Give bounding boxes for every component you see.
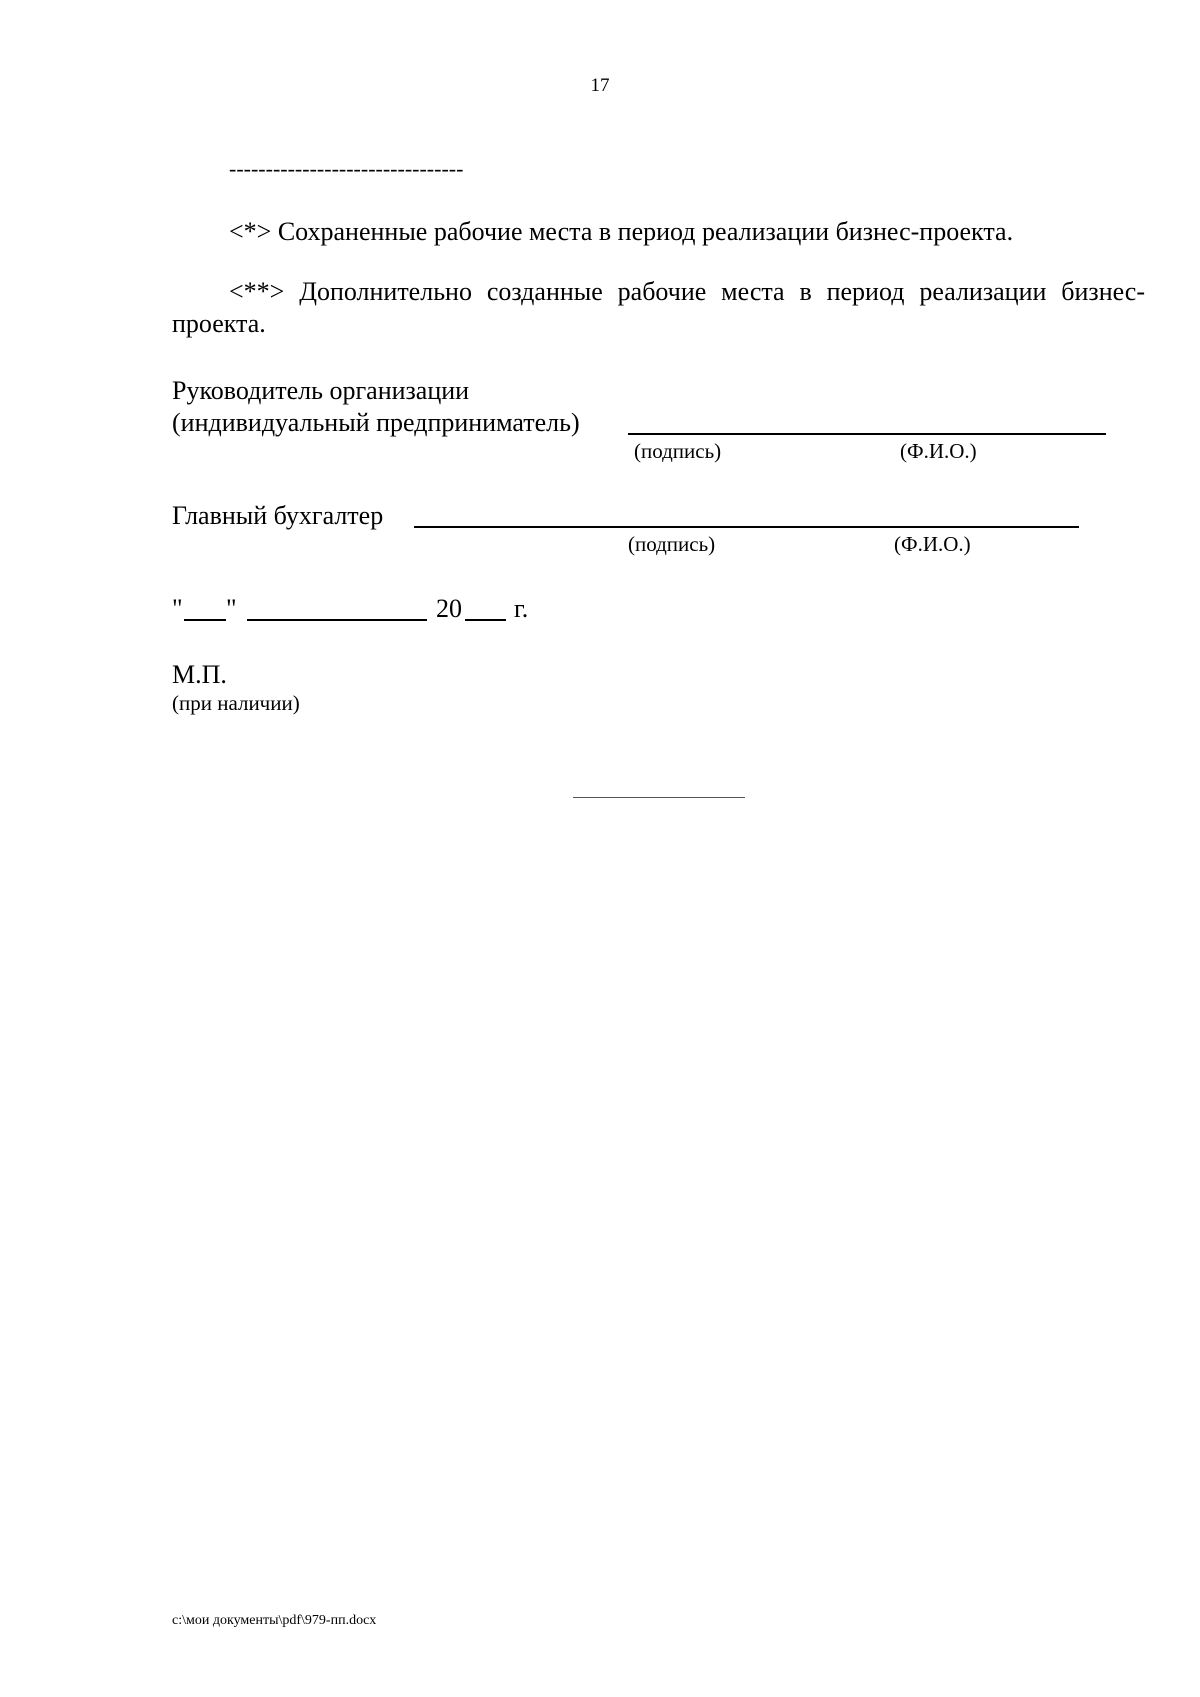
accountant-signature-caption: (подпись) xyxy=(628,532,716,556)
date-year-suffix: г. xyxy=(514,594,529,623)
head-signature-label-line2: (индивидуальный предприниматель) xyxy=(172,408,580,437)
date-open-quote: " xyxy=(172,594,183,623)
page-number: 17 xyxy=(590,75,610,96)
accountant-signature-line xyxy=(414,526,1079,528)
head-signature-label-line1: Руководитель организации xyxy=(172,376,470,405)
footnote-2: <**> Дополнительно созданные рабочие места в период реализации бизнес-проекта. xyxy=(172,277,1145,338)
footnote-1: <*> Сохраненные рабочие места в период реализации бизнес-проекта. xyxy=(229,217,1014,246)
date-year-prefix: 20 xyxy=(436,594,462,623)
footer-file-path: c:\мои документы\pdf\979-пп.docx xyxy=(172,1613,377,1628)
head-signature-line xyxy=(628,433,1106,435)
footnote-separator: -------------------------------- xyxy=(229,156,464,181)
date-month-blank xyxy=(247,619,427,621)
head-name-caption: (Ф.И.О.) xyxy=(900,439,977,463)
head-signature-caption: (подпись) xyxy=(634,439,722,463)
end-of-document-rule xyxy=(573,797,745,798)
accountant-signature-label: Главный бухгалтер xyxy=(172,501,384,530)
stamp-label: М.П. xyxy=(172,660,227,689)
accountant-name-caption: (Ф.И.О.) xyxy=(894,532,971,556)
date-close-quote: " xyxy=(226,594,237,623)
date-year-blank xyxy=(465,619,506,621)
stamp-note: (при наличии) xyxy=(172,691,300,715)
date-day-blank xyxy=(184,619,226,621)
